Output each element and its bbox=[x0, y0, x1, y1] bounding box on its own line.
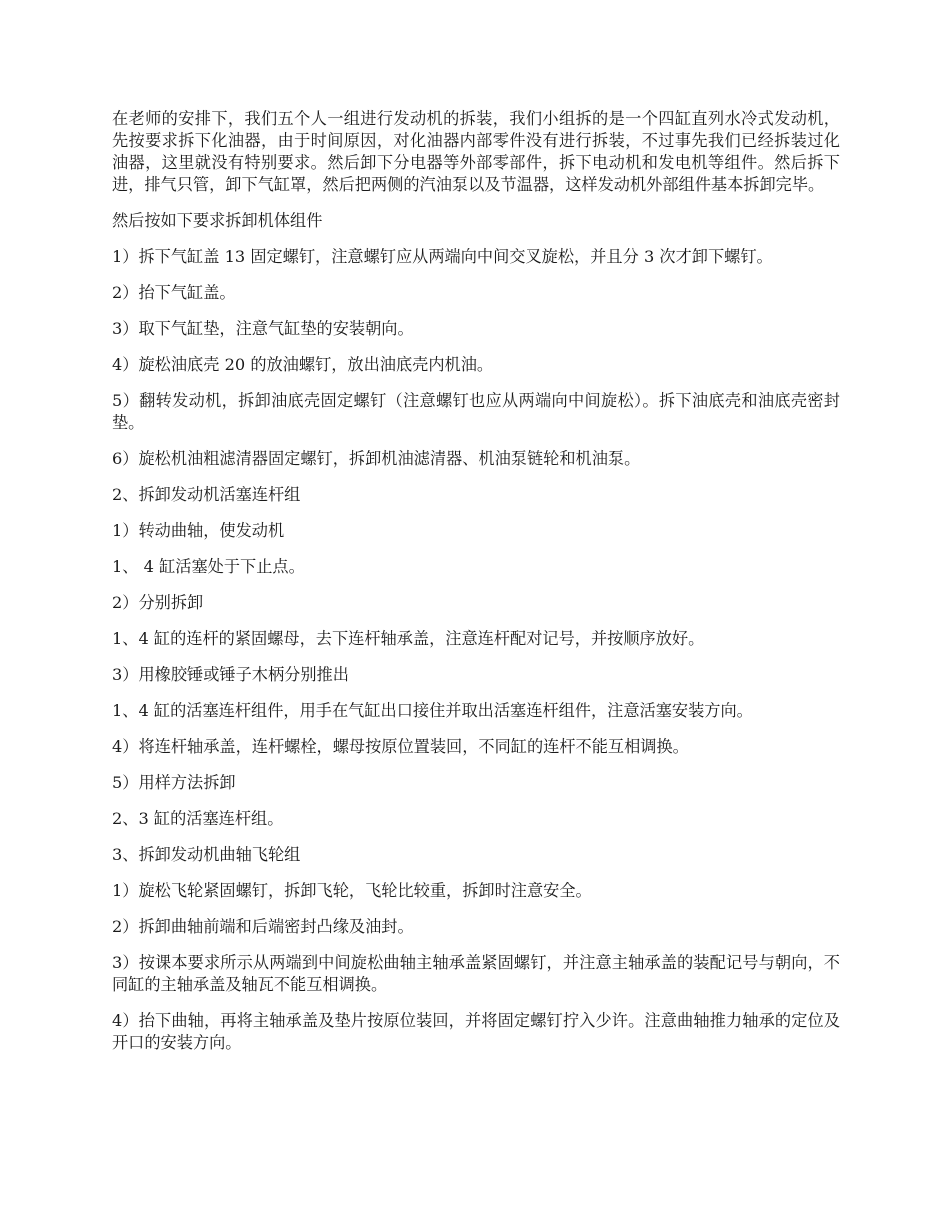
step-paragraph: 4）抬下曲轴，再将主轴承盖及垫片按原位装回，并将固定螺钉拧入少许。注意曲轴推力轴承的定位及开口的安装方向。 bbox=[112, 1011, 840, 1052]
step-paragraph: 5）翻转发动机，拆卸油底壳固定螺钉（注意螺钉也应从两端向中间旋松）。拆下油底壳和油底壳密封垫。 bbox=[112, 391, 840, 432]
section-heading-crankshaft-flywheel: 3、拆卸发动机曲轴飞轮组 bbox=[112, 845, 301, 864]
step-paragraph: 1）拆下气缸盖 13 固定螺钉，注意螺钉应从两端向中间交叉旋松，并且分 3 次才卸下螺钉。 bbox=[112, 247, 773, 266]
step-paragraph: 2、3 缸的活塞连杆组。 bbox=[112, 809, 284, 828]
step-paragraph: 6）旋松机油粗滤清器固定螺钉，拆卸机油滤清器、机油泵链轮和机油泵。 bbox=[112, 449, 641, 468]
section-heading-body-disassembly: 然后按如下要求拆卸机体组件 bbox=[112, 211, 323, 230]
step-paragraph: 4）将连杆轴承盖，连杆螺栓，螺母按原位置装回，不同缸的连杆不能互相调换。 bbox=[112, 737, 689, 756]
document-page bbox=[112, 108, 840, 1068]
step-paragraph: 4）旋松油底壳 20 的放油螺钉，放出油底壳内机油。 bbox=[112, 355, 494, 374]
step-paragraph: 1、 4 缸活塞处于下止点。 bbox=[112, 557, 305, 576]
step-paragraph: 1）转动曲轴，使发动机 bbox=[112, 521, 285, 540]
step-paragraph: 3）按课本要求所示从两端到中间旋松曲轴主轴承盖紧固螺钉，并注意主轴承盖的装配记号与朝向，不同缸的主轴承盖及轴瓦不能互相调换。 bbox=[112, 953, 840, 994]
step-paragraph: 2）拆卸曲轴前端和后端密封凸缘及油封。 bbox=[112, 917, 414, 936]
step-paragraph: 3）取下气缸垫，注意气缸垫的安装朝向。 bbox=[112, 319, 414, 338]
step-paragraph: 2）抬下气缸盖。 bbox=[112, 283, 236, 302]
step-paragraph: 1、4 缸的连杆的紧固螺母，去下连杆轴承盖，注意连杆配对记号，并按顺序放好。 bbox=[112, 629, 705, 648]
step-paragraph: 3）用橡胶锤或锤子木柄分别推出 bbox=[112, 665, 349, 684]
step-paragraph: 5）用样方法拆卸 bbox=[112, 773, 236, 792]
step-paragraph: 1、4 缸的活塞连杆组件，用手在气缸出口接住并取出活塞连杆组件，注意活塞安装方向。 bbox=[112, 701, 753, 720]
intro-paragraph: 在老师的安排下，我们五个人一组进行发动机的拆装，我们小组拆的是一个四缸直列水冷式发动机，先按要求拆下化油器，由于时间原因，对化油器内部零件没有进行拆装，不过事先我们已经拆装过化油器，这里就没有特别要求。然后卸下分电器等外部零部件，拆下电动机和发电机等组件。然后拆下进，排气只管，卸下气缸罩，然后把两侧的汽油泵以及节温器，这样发动机外部组件基本拆卸完毕。 bbox=[112, 109, 840, 194]
step-paragraph: 1）旋松飞轮紧固螺钉，拆卸飞轮，飞轮比较重，拆卸时注意安全。 bbox=[112, 881, 592, 900]
section-heading-piston-rod: 2、拆卸发动机活塞连杆组 bbox=[112, 485, 301, 504]
step-paragraph: 2）分别拆卸 bbox=[112, 593, 204, 612]
